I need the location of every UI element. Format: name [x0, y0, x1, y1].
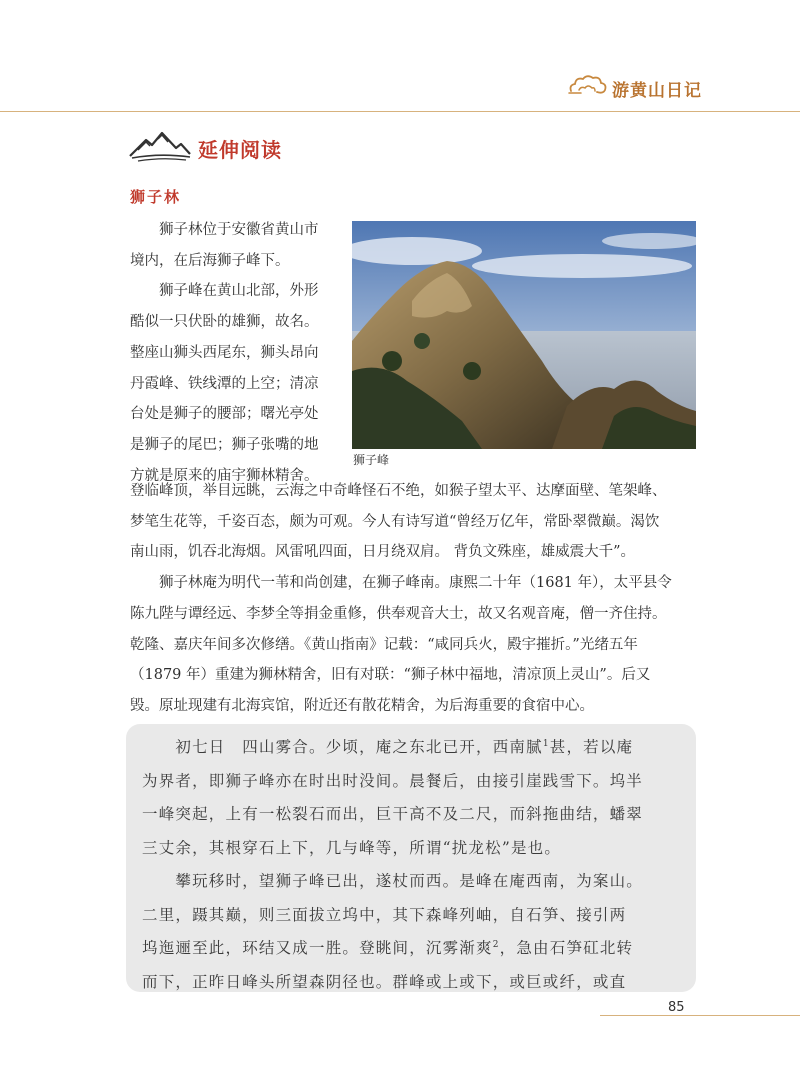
photo-caption: 狮子峰 [353, 453, 390, 467]
text-line: 方就是原来的庙宇狮林精舍。 [130, 467, 319, 484]
text-line: 陈九陛与谭经远、李梦全等捐金重修，供奉观音大士，故又名观音庵，僧一齐住持。 [130, 605, 667, 622]
text-line: 乾隆、嘉庆年间多次修缮。《黄山指南》记载：“咸同兵火，殿宇摧折。”光绪五年 [130, 636, 638, 653]
text-line: 丹霞峰、铁线潭的上空；清凉 [130, 375, 319, 392]
header-rule [0, 111, 800, 112]
quote-line: 二里，蹑其巅，则三面拔立坞中，其下森峰列岫，自石笋、接引两 [142, 905, 627, 924]
footnote-marker[interactable]: 1 [542, 738, 550, 749]
lion-peak-photo [352, 221, 696, 449]
quote-line: 一峰突起，上有一松裂石而出，巨干高不及二尺，而斜拖曲结，蟠翠 [142, 805, 644, 823]
diary-excerpt [142, 731, 682, 999]
text-line: 狮子林庵为明代一苇和尚创建，在狮子峰南。康熙二十年（1681 年），太平县令 [130, 575, 672, 592]
intro-paragraphs [130, 215, 346, 491]
subsection-title: 狮子林 [130, 188, 182, 206]
text-line: 梦笔生花等，千姿百态，颇为可观。今人有诗写道“曾经万亿年，常卧翠微巅。渴饮 [130, 513, 660, 530]
text-line: 狮子林位于安徽省黄山市 [130, 222, 319, 238]
text-line: 登临峰顶，举目远眺，云海之中奇峰怪石不绝，如猴子望太平、达摩面壁、笔架峰、 [130, 483, 667, 499]
quote-text: 坞迤逦至此，环结又成一胜。登眺间，沉雾渐爽 [142, 939, 493, 957]
quote-text: ，急由石笋矼北转 [499, 939, 634, 957]
text-line: （1879 年）重建为狮林精舍，旧有对联：“狮子林中福地，清凉顶上灵山”。后又 [130, 667, 651, 684]
main-paragraphs [130, 476, 690, 722]
text-line: 境内，在后海狮子峰下。 [130, 252, 290, 269]
quote-text: 初七日 四山雾合。少顷，庵之东北已开，西南腻 [142, 738, 543, 756]
text-line: 毁。原址现建有北海宾馆，附近还有散花精舍，为后海重要的食宿中心。 [130, 697, 594, 714]
text-line: 狮子峰在黄山北部，外形 [130, 283, 319, 300]
quote-text: 甚，若以庵 [549, 738, 634, 756]
footnote-marker[interactable]: 2 [492, 939, 500, 950]
quote-line [142, 731, 682, 765]
text-line: 是狮子的尾巴；狮子张嘴的地 [130, 436, 319, 453]
running-header-title: 游黄山日记 [612, 81, 702, 101]
text-line: 台处是狮子的腰部；曙光亭处 [130, 406, 319, 423]
cloud-ornament-icon [567, 73, 609, 97]
quote-line: 三丈余，其根穿石上下，几与峰等，所谓“扰龙松”是也。 [142, 838, 562, 857]
quote-line: 攀玩移时，望狮子峰已出，遂杖而西。是峰在庵西南，为案山。 [142, 872, 644, 890]
quote-line: 为界者，即狮子峰亦在时出时没间。晨餐后，由接引崖践雪下。坞半 [142, 771, 644, 790]
text-line: 南山雨，饥吞北海烟。风雷吼四面，日月绕双肩。 背负文殊座，雄威震大千”。 [130, 544, 636, 561]
page-number: 85 [668, 1000, 685, 1015]
quote-line: 而下，正昨日峰头所望森阴径也。群峰或上或下，或巨或纤，或直 [142, 972, 627, 991]
section-title: 延伸阅读 [198, 138, 282, 162]
text-line: 整座山狮头西尾东，狮头昂向 [130, 344, 319, 361]
mountain-icon [128, 128, 192, 162]
text-line: 酷似一只伏卧的雄狮，故名。 [130, 314, 319, 331]
footer-rule [600, 1015, 800, 1016]
quote-line [142, 932, 682, 966]
